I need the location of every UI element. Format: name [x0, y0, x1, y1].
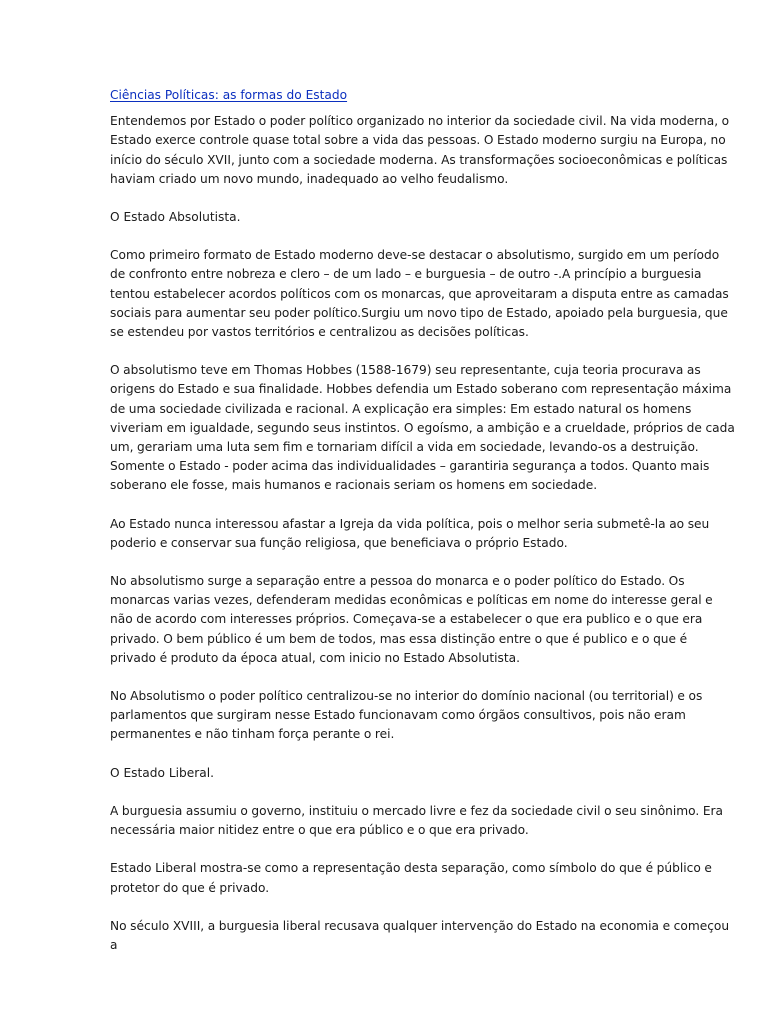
- section-heading-liberal: O Estado Liberal.: [110, 765, 214, 780]
- paragraph-burguesia: A burguesia assumiu o governo, instituiu o mercado livre e fez da sociedade civil o seu sinônimo. Era necessária maior nitidez entre o que era público e o que era privado.: [110, 803, 724, 838]
- paragraph-hobbes: O absolutismo teve em Thomas Hobbes (1588-1679) seu representante, cuja teoria procurava as origens do Estado e sua finalidade. Hobbes defendia um Estado soberano com representação máxima de uma sociedade civilizada e racional. A explicação era simples: Em estado natural os homens viveriam em igualdade, segundo seus instintos. O egoísmo, a ambição e a crueldade, próprios de cada um, gerariam uma luta sem fim e tornariam difícil a vida em sociedade, levando-os a destruição. Somente o Estado - poder acima das individualidades – garantiria segurança a todos. Quanto mais soberano ele fosse, mais humanos e racionais seriam os homens em sociedade.: [110, 363, 735, 493]
- paragraph-parlamentos: No Absolutismo o poder político centralizou-se no interior do domínio nacional (ou territorial) e os parlamentos que surgiram nesse Estado funcionavam como órgãos consultivos, pois não eram permanentes e não tinham força perante o rei.: [110, 689, 703, 742]
- paragraph-intro: Entendemos por Estado o poder político organizado no interior da sociedade civil. Na vida moderna, o Estado exerce controle quase total sobre a vida das pessoas. O Estado moderno surgiu na Europa, no início do século XVII, junto com a sociedade moderna. As transformações socioeconômicas e políticas haviam criado um novo mundo, inadequado ao velho feudalismo.: [110, 114, 730, 186]
- section-heading-absolutista: O Estado Absolutista.: [110, 210, 241, 225]
- paragraph-seculo-xviii: No século XVIII, a burguesia liberal recusava qualquer intervenção do Estado na economia e começou a: [110, 918, 730, 952]
- paragraph-estado-liberal: Estado Liberal mostra-se como a representação desta separação, como símbolo do que é público e protetor do que é privado.: [110, 861, 712, 895]
- document-title-link[interactable]: Ciências Políticas: as formas do Estado: [110, 88, 348, 102]
- paragraph-absolutismo-origem: Como primeiro formato de Estado moderno deve-se destacar o absolutismo, surgido em um período de confronto entre nobreza e clero – de um lado – e burguesia – de outro -.A princípio a burguesia tentou estabelecer acordos políticos com os monarcas, que aproveitaram a disputa entre as camadas sociais para aumentar seu poder político.Surgiu um novo tipo de Estado, apoiado pela burguesia, que se estendeu por vastos territórios e centralizou as decisões políticas.: [110, 248, 729, 340]
- document-page: [110, 86, 735, 974]
- paragraph-igreja: Ao Estado nunca interessou afastar a Igreja da vida política, pois o melhor seria submetê-la ao seu poderio e conservar sua função religiosa, que beneficiava o próprio Estado.: [110, 516, 710, 550]
- paragraph-separacao: No absolutismo surge a separação entre a pessoa do monarca e o poder político do Estado. Os monarcas varias vezes, defenderam medidas econômicas e políticas em nome do interesse geral e não de acordo com interesses próprios. Começava-se a estabelecer o que era publico e o que era privado. O bem público é um bem de todos, mas essa distinção entre o que é publico e o que é privado é produto da época atual, com inicio no Estado Absolutista.: [110, 574, 713, 665]
